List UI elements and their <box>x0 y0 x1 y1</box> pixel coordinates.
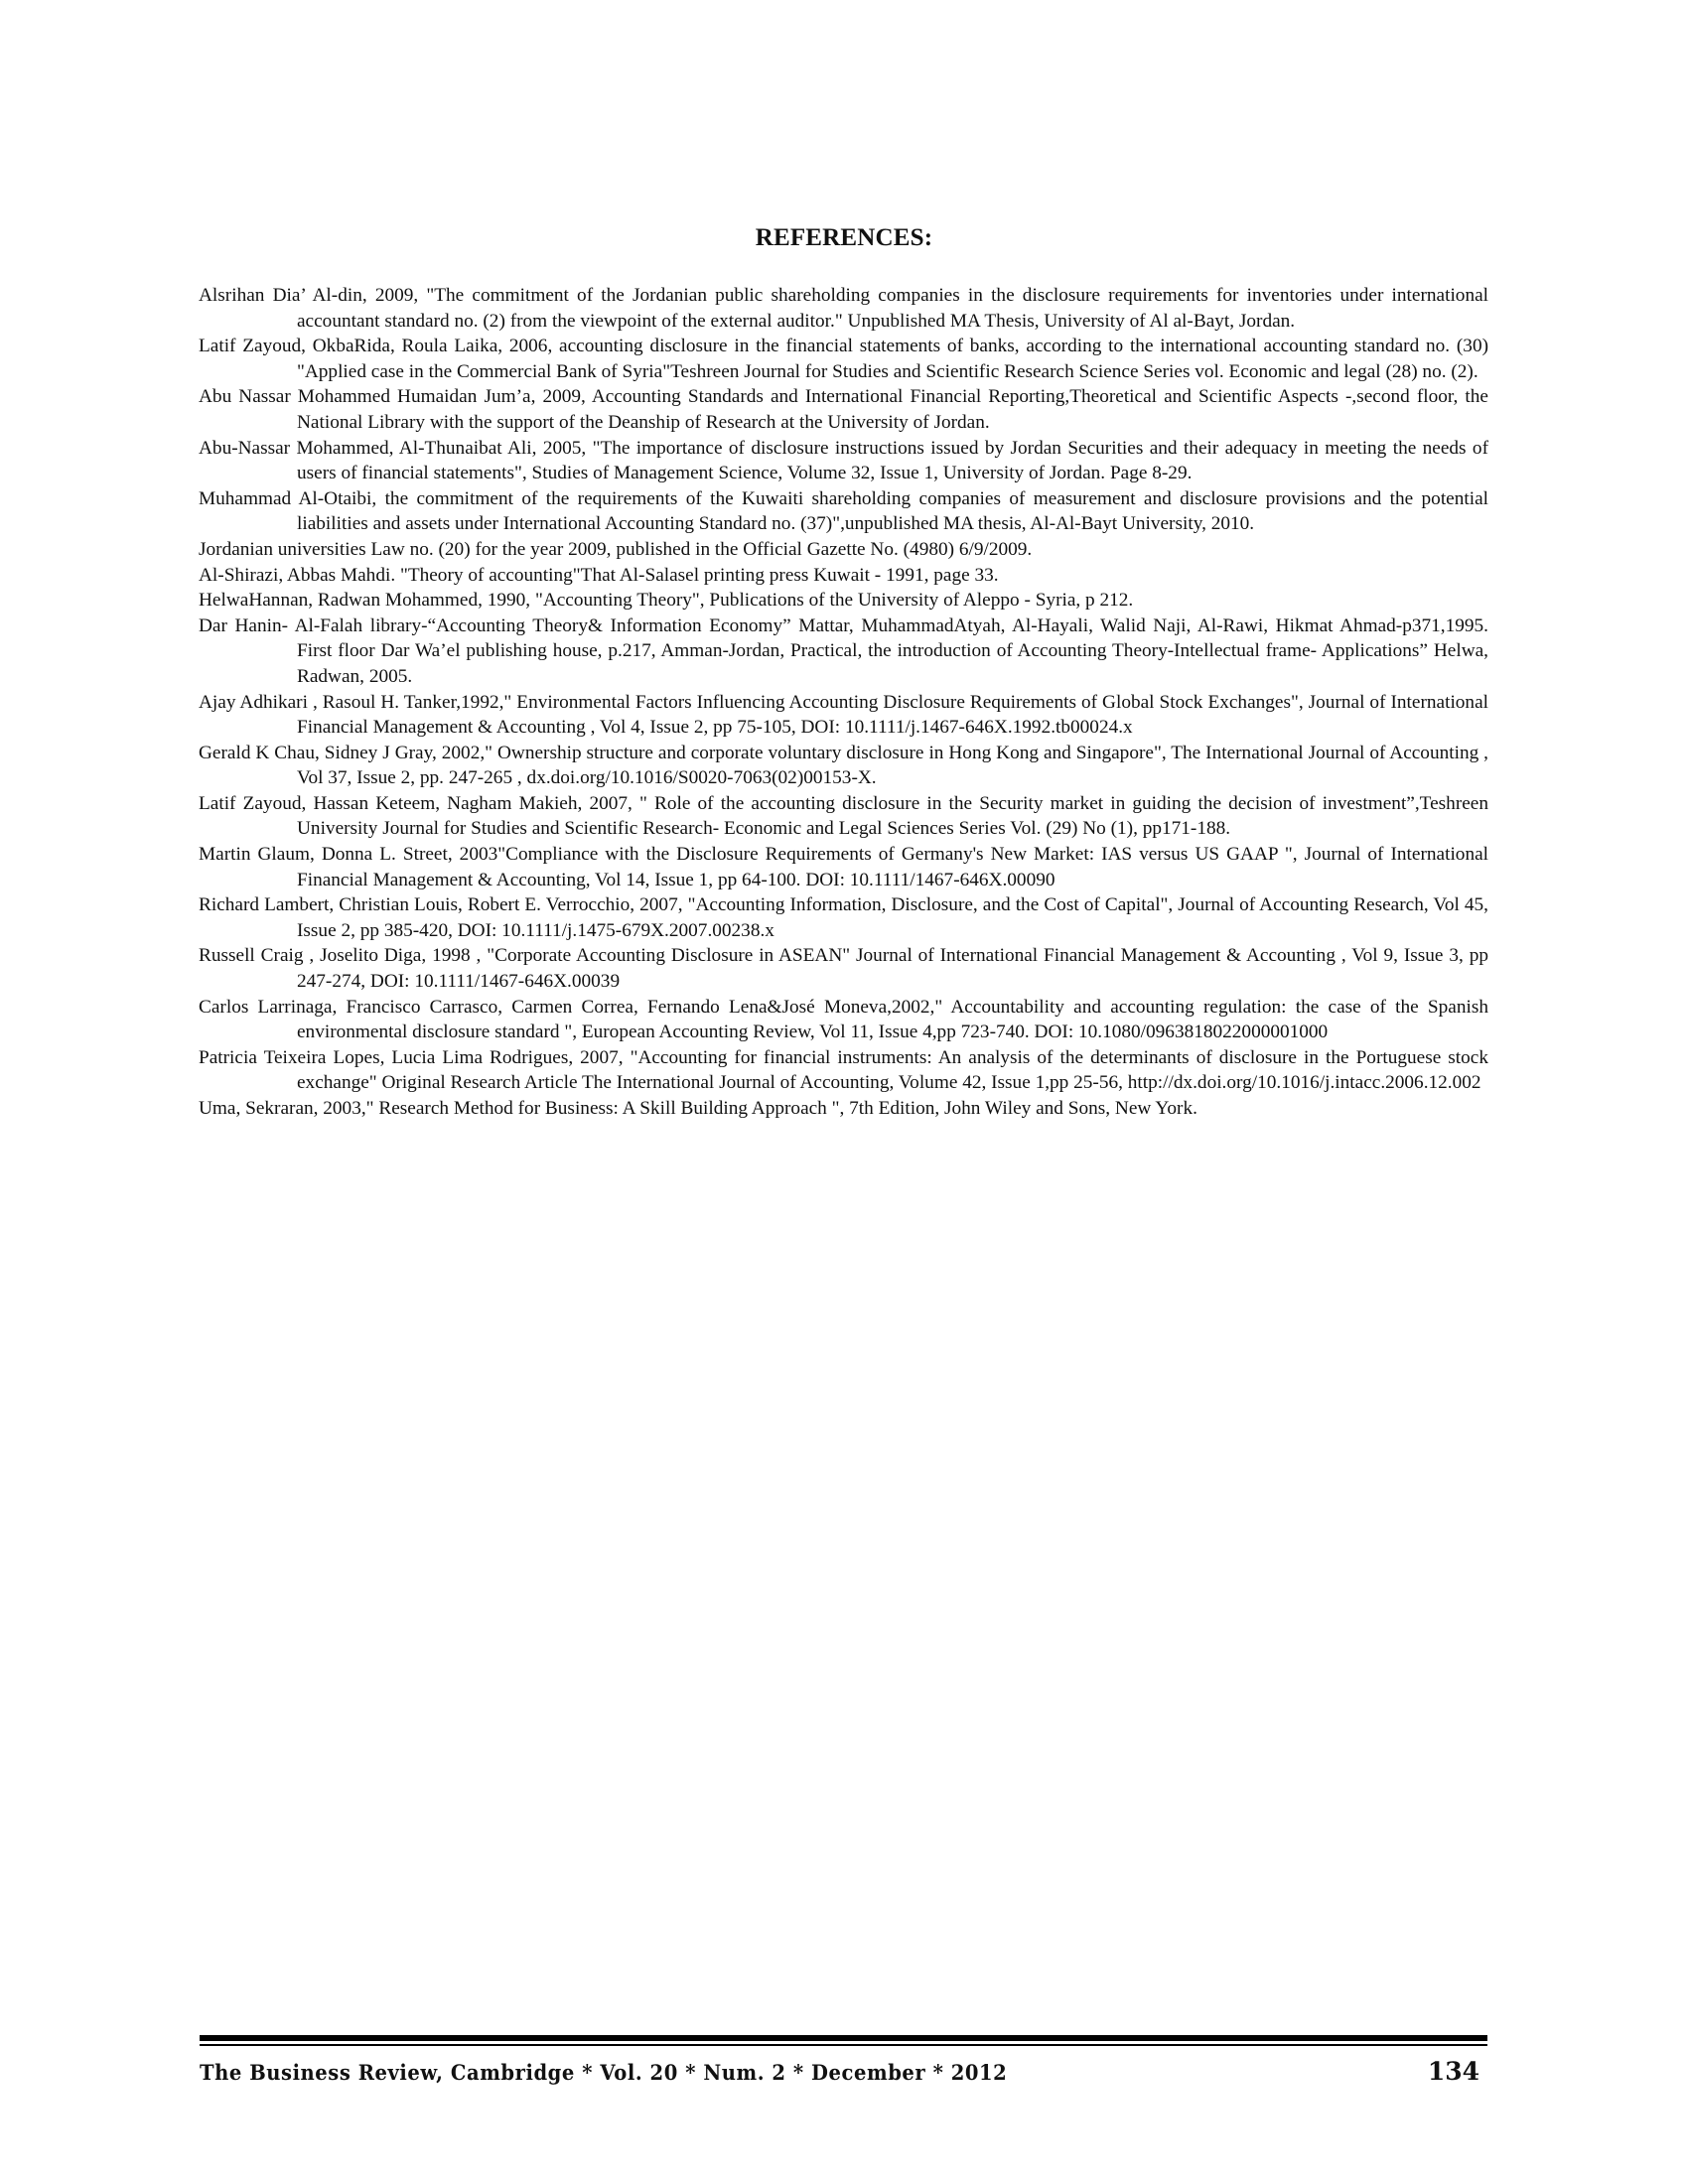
reference-item: Uma, Sekraran, 2003," Research Method for Business: A Skill Building Approach ", 7th Edition, John Wiley and Sons, New York. <box>199 1098 1197 1119</box>
reference-item: Alsrihan Dia’ Al-din, 2009, "The commitment of the Jordanian public shareholding companies in the disclosure requirements for inventories under international accountant standard no. (2) from the viewpoint of the external auditor." Unpublished MA Thesis, University of Al al-Bayt, Jordan. <box>199 285 1488 332</box>
reference-item: Martin Glaum, Donna L. Street, 2003"Compliance with the Disclosure Requirements of Germany's New Market: IAS versus US GAAP ", Journal of International Financial Management & Accounting, Vol 14, Issue 1, pp 64-100. DOI: 10.1111/1467-646X.00090 <box>199 844 1488 890</box>
reference-item: HelwaHannan, Radwan Mohammed, 1990, "Accounting Theory", Publications of the University of Aleppo - Syria, p 212. <box>199 590 1134 612</box>
reference-item: Gerald K Chau, Sidney J Gray, 2002," Ownership structure and corporate voluntary disclosure in Hong Kong and Singapore", The International Journal of Accounting , Vol 37, Issue 2, pp. 247-265 , dx.doi.org/10.1016/S0020-7063(02)00153-X. <box>199 742 1488 789</box>
footer-journal-info: The Business Review, Cambridge * Vol. 20 * Num. 2 * December * 2012 <box>200 2060 1008 2085</box>
reference-item: Abu-Nassar Mohammed, Al-Thunaibat Ali, 2005, "The importance of disclosure instructions issued by Jordan Securities and their adequacy in meeting the needs of users of financial statements", Studies of Management Science, Volume 32, Issue 1, University of Jordan. Page 8-29. <box>199 437 1488 484</box>
reference-item: Russell Craig , Joselito Diga, 1998 , "Corporate Accounting Disclosure in ASEAN" Journal of International Financial Management & Accounting , Vol 9, Issue 3, pp 247-274, DOI: 10.1111/1467-646X.00039 <box>199 945 1488 993</box>
footer-rule-thin <box>200 2044 1487 2046</box>
reference-item: Richard Lambert, Christian Louis, Robert E. Verrocchio, 2007, "Accounting Information, Disclosure, and the Cost of Capital", Journal of Accounting Research, Vol 45, Issue 2, pp 385-420, DOI: 10.1111/j.1475-679X.2007.00238.x <box>199 894 1488 941</box>
reference-item: Latif Zayoud, OkbaRida, Roula Laika, 2006, accounting disclosure in the financial statements of banks, according to the international accounting standard no. (30) "Applied case in the Commercial Bank of Syria"Teshreen Journal for Studies and Scientific Research Science Series vol. Economic and legal (28) no. (2). <box>199 336 1488 382</box>
reference-item: Jordanian universities Law no. (20) for the year 2009, published in the Official Gazette No. (4980) 6/9/2009. <box>199 538 1033 560</box>
reference-item: Dar Hanin- Al-Falah library-“Accounting Theory& Information Economy” Mattar, MuhammadAtyah, Al-Hayali, Walid Naji, Al-Rawi, Hikmat Ahmad-p371,1995. First floor Dar Wa’el publishing house, p.217, Amman-Jordan, Practical, the introduction of Accounting Theory-Intellectual frame- Applications” Helwa, Radwan, 2005. <box>199 614 1488 687</box>
reference-item: Abu Nassar Mohammed Humaidan Jum’a, 2009, Accounting Standards and International Financial Reporting,Theoretical and Scientific Aspects -,second floor, the National Library with the support of the Deanship of Research at the University of Jordan. <box>199 386 1488 433</box>
footer-rule <box>200 2035 1487 2041</box>
page-number: 134 <box>1427 2057 1479 2086</box>
reference-item: Patricia Teixeira Lopes, Lucia Lima Rodrigues, 2007, "Accounting for financial instruments: An analysis of the determinants of disclosure in the Portuguese stock exchange" Original Research Article The International Journal of Accounting, Volume 42, Issue 1,pp 25-56, http://dx.doi.org/10.1016/j.intacc.2006.12.002 <box>199 1046 1488 1094</box>
reference-item: Latif Zayoud, Hassan Keteem, Nagham Makieh, 2007, " Role of the accounting disclosure in the Security market in guiding the decision of investment”,Teshreen University Journal for Studies and Scientific Research- Economic and Legal Sciences Series Vol. (29) No (1), pp171-188. <box>199 792 1488 840</box>
reference-item: Carlos Larrinaga, Francisco Carrasco, Carmen Correa, Fernando Lena&José Moneva,2002," Accountability and accounting regulation: the case of the Spanish environmental disclosure standard ", European Accounting Review, Vol 11, Issue 4,pp 723-740. DOI: 10.1080/0963818022000001000 <box>199 996 1488 1043</box>
reference-item: Ajay Adhikari , Rasoul H. Tanker,1992," Environmental Factors Influencing Accounting Disclosure Requirements of Global Stock Exchanges", Journal of International Financial Management & Accounting , Vol 4, Issue 2, pp 75-105, DOI: 10.1111/j.1467-646X.1992.tb00024.x <box>199 691 1488 739</box>
reference-item: Al-Shirazi, Abbas Mahdi. "Theory of accounting"That Al-Salasel printing press Kuwait - 1991, page 33. <box>199 564 999 586</box>
reference-item: Muhammad Al-Otaibi, the commitment of the requirements of the Kuwaiti shareholding companies of measurement and disclosure provisions and the potential liabilities and assets under International Accounting Standard no. (37)",unpublished MA thesis, Al-Al-Bayt University, 2010. <box>199 487 1488 535</box>
references-heading: REFERENCES: <box>755 224 933 251</box>
reference-list <box>199 283 1488 1122</box>
